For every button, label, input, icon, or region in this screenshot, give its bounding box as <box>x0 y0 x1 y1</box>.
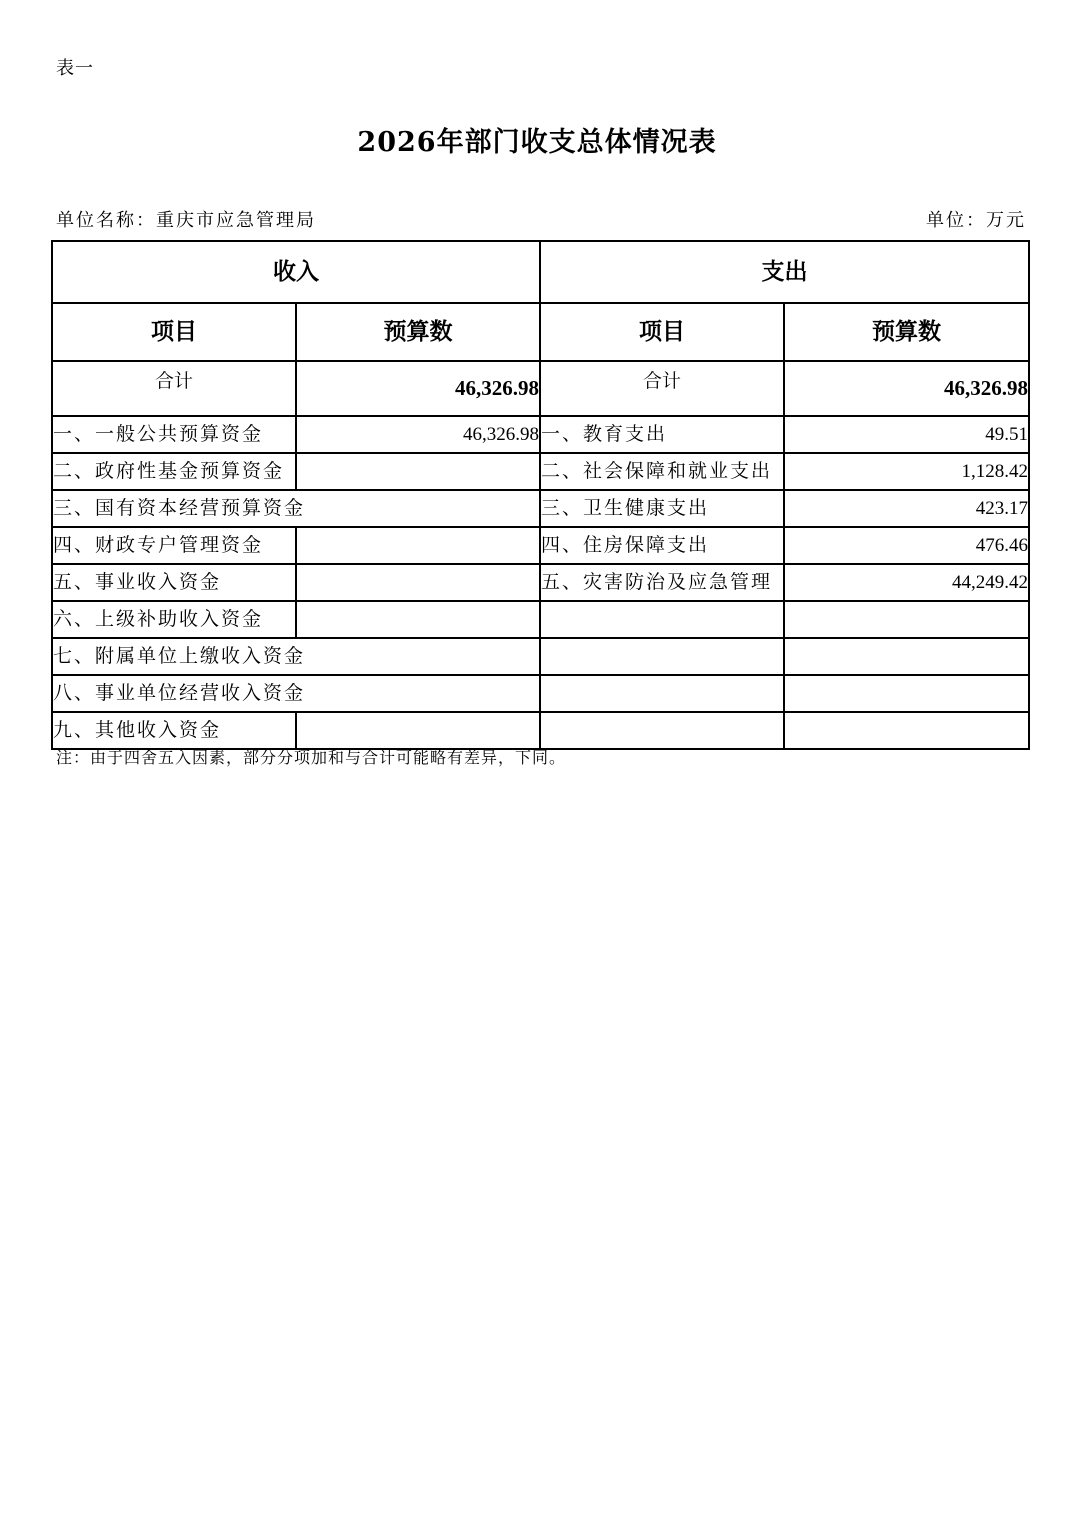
table-row <box>52 675 1029 712</box>
expense-item-header: 项目 <box>540 303 784 361</box>
expense-item: 三、卫生健康支出 <box>540 490 784 527</box>
expense-item <box>540 638 784 675</box>
income-value <box>296 527 540 564</box>
expense-value <box>784 712 1029 749</box>
income-item-header: 项目 <box>52 303 296 361</box>
income-item: 八、事业单位经营收入资金 <box>52 675 540 712</box>
group-header-row <box>52 241 1029 303</box>
income-value <box>296 564 540 601</box>
expense-item: 一、教育支出 <box>540 416 784 453</box>
income-value: 46,326.98 <box>296 416 540 453</box>
income-group-header: 收入 <box>52 241 540 303</box>
expense-item: 二、社会保障和就业支出 <box>540 453 784 490</box>
table-row <box>52 527 1029 564</box>
table-label: 表一 <box>56 58 94 79</box>
income-item: 三、国有资本经营预算资金 <box>52 490 540 527</box>
page-title: 2026年部门收支总体情况表 <box>357 127 717 158</box>
expense-item <box>540 712 784 749</box>
income-value <box>296 453 540 490</box>
unit-label: 单位：万元 <box>926 210 1026 231</box>
expense-value: 476.46 <box>784 527 1029 564</box>
expense-value <box>784 675 1029 712</box>
expense-value: 44,249.42 <box>784 564 1029 601</box>
expense-value <box>784 601 1029 638</box>
income-item: 五、事业收入资金 <box>52 564 296 601</box>
expense-item: 五、灾害防治及应急管理 <box>540 564 784 601</box>
income-item: 六、上级补助收入资金 <box>52 601 296 638</box>
income-item: 九、其他收入资金 <box>52 712 296 749</box>
expense-item: 四、住房保障支出 <box>540 527 784 564</box>
income-budget-header: 预算数 <box>296 303 540 361</box>
income-value <box>296 712 540 749</box>
expense-total-label: 合计 <box>540 361 784 416</box>
expense-value: 1,128.42 <box>784 453 1029 490</box>
income-item: 二、政府性基金预算资金 <box>52 453 296 490</box>
income-item: 四、财政专户管理资金 <box>52 527 296 564</box>
table-row <box>52 453 1029 490</box>
table-row <box>52 416 1029 453</box>
income-item: 七、附属单位上缴收入资金 <box>52 638 540 675</box>
expense-group-header: 支出 <box>540 241 1029 303</box>
table-row <box>52 712 1029 749</box>
expense-total-value: 46,326.98 <box>784 361 1029 416</box>
expense-budget-header: 预算数 <box>784 303 1029 361</box>
budget-table <box>51 240 1030 750</box>
table-row <box>52 490 1029 527</box>
income-value <box>296 601 540 638</box>
unit-name: 单位名称：重庆市应急管理局 <box>56 210 316 231</box>
table-row <box>52 601 1029 638</box>
table-row <box>52 564 1029 601</box>
expense-item <box>540 601 784 638</box>
income-total-value: 46,326.98 <box>296 361 540 416</box>
income-item: 一、一般公共预算资金 <box>52 416 296 453</box>
expense-value <box>784 638 1029 675</box>
income-total-label: 合计 <box>52 361 296 416</box>
footnote: 注：由于四舍五入因素，部分分项加和与合计可能略有差异，下同。 <box>56 748 567 767</box>
expense-value: 49.51 <box>784 416 1029 453</box>
expense-item <box>540 675 784 712</box>
expense-value: 423.17 <box>784 490 1029 527</box>
table-row <box>52 638 1029 675</box>
total-row <box>52 361 1029 416</box>
column-header-row <box>52 303 1029 361</box>
